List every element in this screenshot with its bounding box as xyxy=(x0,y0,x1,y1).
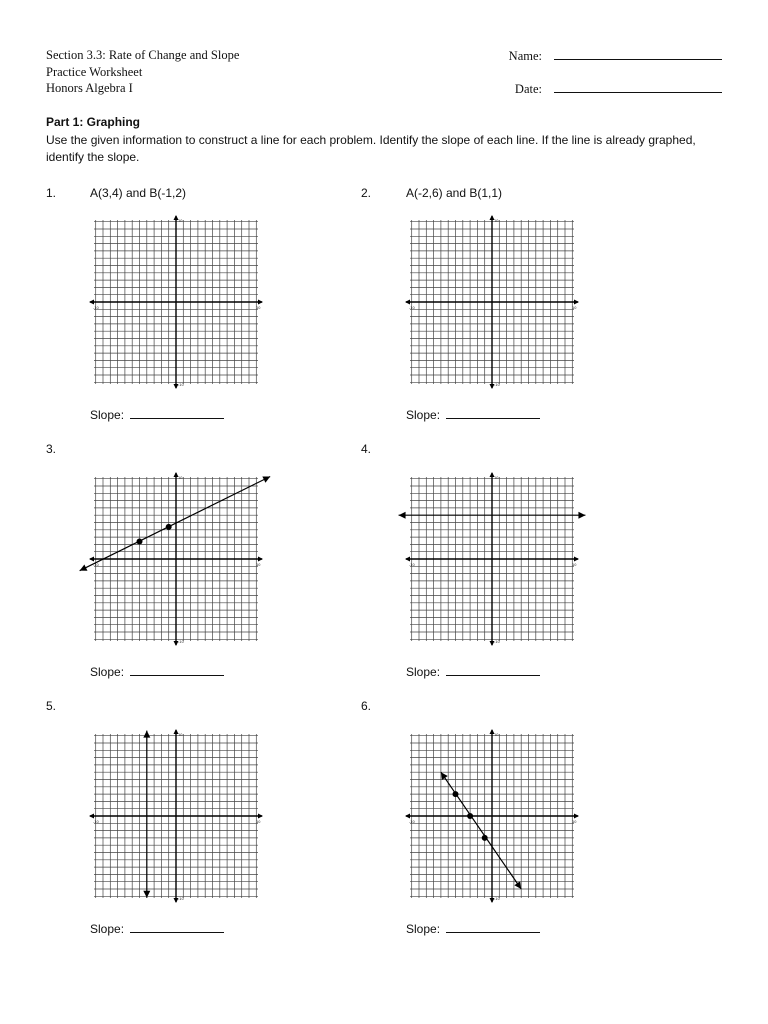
x-axis-max-label: 10 xyxy=(256,306,261,310)
slope-answer-blank[interactable] xyxy=(446,407,540,419)
problem-4-number: 4. xyxy=(361,442,372,456)
date-row xyxy=(509,80,722,97)
graph-3[interactable] xyxy=(92,475,260,643)
y-axis-min-label: -10 xyxy=(178,897,184,901)
x-axis-arrow xyxy=(405,814,410,819)
x-axis-arrow xyxy=(405,300,410,305)
plotted-point xyxy=(453,791,459,797)
graph-5[interactable] xyxy=(92,732,260,900)
slope-answer-blank[interactable] xyxy=(446,664,540,676)
x-axis-min-label: -10 xyxy=(409,820,415,824)
course-name: Honors Algebra I xyxy=(46,81,133,95)
x-axis-max-label: 10 xyxy=(572,820,577,824)
y-axis-min-label: -10 xyxy=(178,383,184,387)
y-axis-max-label: 10 xyxy=(494,219,499,223)
x-axis-arrow xyxy=(574,814,579,819)
y-axis-min-label: -10 xyxy=(494,383,500,387)
graph-1[interactable] xyxy=(92,218,260,386)
part1-section xyxy=(46,114,726,167)
y-axis-min-label: -10 xyxy=(178,640,184,644)
problem-6-slope xyxy=(406,921,540,936)
date-label: Date: xyxy=(514,81,542,96)
problem-2-slope xyxy=(406,407,540,422)
plotted-point xyxy=(467,813,473,819)
x-axis-min-label: -10 xyxy=(93,563,99,567)
date-blank[interactable] xyxy=(554,80,722,93)
problem-2-number: 2. xyxy=(361,186,372,200)
problem-1-slope xyxy=(90,407,224,422)
problem-1-text: A(3,4) and B(-1,2) xyxy=(90,186,187,200)
name-row xyxy=(509,47,722,64)
slope-label: Slope: xyxy=(406,922,441,936)
slope-answer-blank[interactable] xyxy=(130,407,224,419)
x-axis-arrow xyxy=(405,557,410,562)
part1-instructions: Use the given information to construct a line for each problem. Identify the slope of each line. If the line is already graphed, identify the slope. xyxy=(46,132,696,164)
x-axis-arrow xyxy=(258,300,263,305)
problem-4-slope xyxy=(406,664,540,679)
y-axis-max-label: 10 xyxy=(178,476,183,480)
y-axis-max-label: 10 xyxy=(494,476,499,480)
plotted-point xyxy=(137,538,143,544)
plotted-point xyxy=(482,835,488,841)
x-axis-min-label: -10 xyxy=(93,820,99,824)
graph-6[interactable] xyxy=(408,732,576,900)
y-axis-max-label: 10 xyxy=(178,733,183,737)
worksheet-subtitle: Practice Worksheet xyxy=(46,64,143,79)
x-axis-arrow xyxy=(258,814,263,819)
x-axis-arrow xyxy=(574,557,579,562)
x-axis-min-label: -10 xyxy=(409,306,415,310)
x-axis-max-label: 10 xyxy=(572,563,577,567)
problem-2-text: A(-2,6) and B(1,1) xyxy=(406,186,503,200)
slope-label: Slope: xyxy=(406,665,441,679)
x-axis-min-label: -10 xyxy=(409,563,415,567)
x-axis-arrow xyxy=(89,300,94,305)
slope-label: Slope: xyxy=(90,922,125,936)
worksheet-header xyxy=(46,47,239,97)
line-arrow xyxy=(578,512,585,519)
problem-6-number: 6. xyxy=(361,699,372,713)
x-axis-arrow xyxy=(89,814,94,819)
plotted-point xyxy=(166,524,172,530)
graph-2[interactable] xyxy=(408,218,576,386)
problem-3-number: 3. xyxy=(46,442,57,456)
line-arrow xyxy=(441,772,448,780)
x-axis-arrow xyxy=(258,557,263,562)
slope-label: Slope: xyxy=(90,408,125,422)
name-blank[interactable] xyxy=(554,47,722,60)
y-axis-max-label: 10 xyxy=(178,219,183,223)
section-title: Section 3.3: Rate of Change and Slope xyxy=(46,48,240,62)
problem-1-number: 1. xyxy=(46,186,57,200)
line-arrow xyxy=(143,891,150,898)
y-axis-max-label: 10 xyxy=(494,733,499,737)
x-axis-min-label: -10 xyxy=(93,306,99,310)
slope-answer-blank[interactable] xyxy=(130,664,224,676)
line-arrow xyxy=(514,881,521,889)
slope-label: Slope: xyxy=(90,665,125,679)
x-axis-max-label: 10 xyxy=(256,820,261,824)
part1-title: Part 1: Graphing xyxy=(46,115,141,129)
line-arrow xyxy=(399,512,406,519)
slope-label: Slope: xyxy=(406,408,441,422)
slope-answer-blank[interactable] xyxy=(446,921,540,933)
x-axis-arrow xyxy=(574,300,579,305)
graph-4[interactable] xyxy=(408,475,576,643)
x-axis-max-label: 10 xyxy=(572,306,577,310)
name-label: Name: xyxy=(508,49,542,63)
y-axis-min-label: -10 xyxy=(494,897,500,901)
problem-5-slope xyxy=(90,921,224,936)
slope-answer-blank[interactable] xyxy=(130,921,224,933)
x-axis-max-label: 10 xyxy=(256,563,261,567)
name-date-block xyxy=(509,47,722,112)
problem-5-number: 5. xyxy=(46,699,57,713)
x-axis-arrow xyxy=(89,557,94,562)
problem-3-slope xyxy=(90,664,224,679)
y-axis-min-label: -10 xyxy=(494,640,500,644)
line-arrow xyxy=(143,731,150,738)
